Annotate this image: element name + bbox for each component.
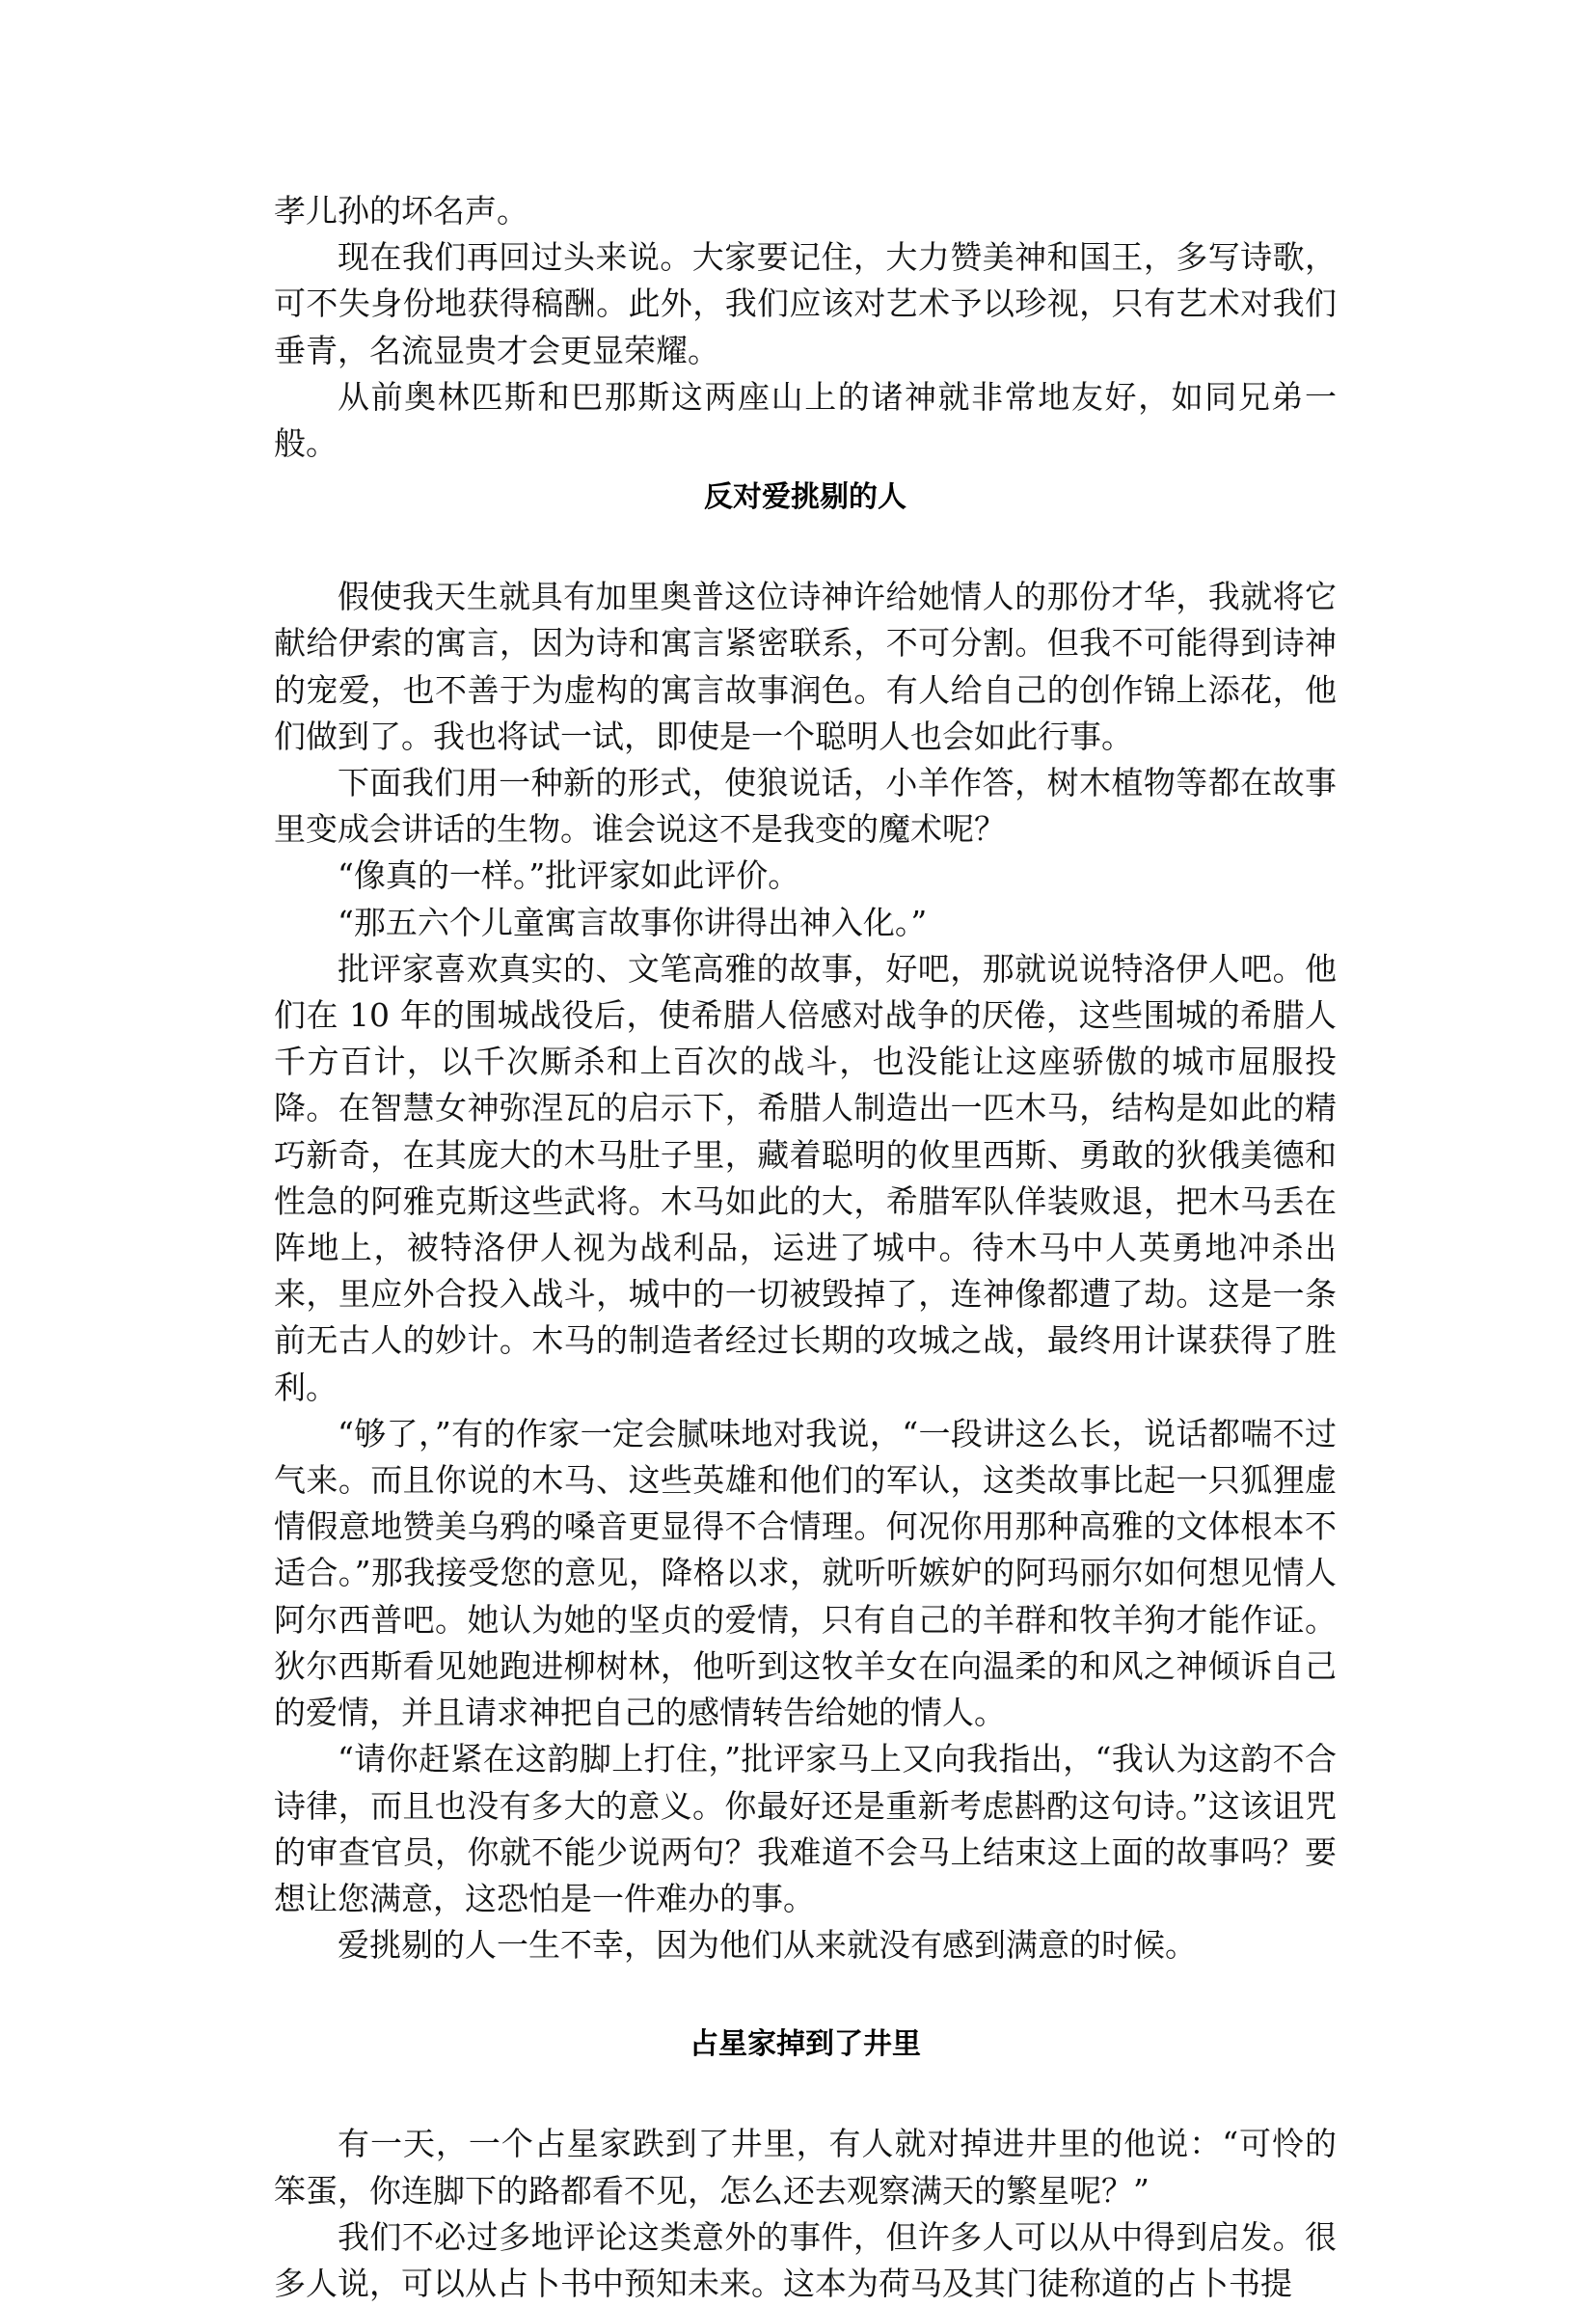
paragraph: 现在我们再回过头来说。大家要记住，大力赞美神和国王，多写诗歌，可不失身份地获得稿酬。此外，我们应该对艺术予以珍视，只有艺术对我们垂青，名流显贵才会更显荣耀。 <box>274 238 1337 369</box>
paragraph: 下面我们用一种新的形式，使狼说话，小羊作答，树木植物等都在故事里变成会讲话的生物。谁会说这不是我变的魔术呢？ <box>274 764 1337 849</box>
paragraph: 孝儿孙的坏名声。 <box>274 192 528 230</box>
paragraph: “那五六个儿童寓言故事你讲得出神入化。” <box>338 903 928 941</box>
paragraph: “像真的一样。”批评家如此评价。 <box>338 856 800 895</box>
paragraph: 有一天，一个占星家跌到了井里，有人就对掉进井里的他说：“可怜的笨蛋，你连脚下的路都看不见，怎么还去观察满天的繁星呢？” <box>274 2125 1337 2210</box>
document-page <box>274 188 1337 2307</box>
section-title: 反对爱挑剔的人 <box>704 480 906 515</box>
paragraph: 我们不必过多地评论这类意外的事件，但许多人可以从中得到启发。很多人说，可以从占卜书中预知未来。这本为荷马及其门徒称道的占卜书提 <box>274 2217 1337 2302</box>
paragraph: 假使我天生就具有加里奥普这位诗神许给她情人的那份才华，我就将它献给伊索的寓言，因为诗和寓言紧密联系，不可分割。但我不可能得到诗神的宠爱，也不善于为虚构的寓言故事润色。有人给自己的创作锦上添花，他们做到了。我也将试一试，即使是一个聪明人也会如此行事。 <box>274 578 1337 755</box>
section-title: 占星家掉到了井里 <box>690 2027 921 2062</box>
paragraph: 批评家喜欢真实的、文笔高雅的故事，好吧，那就说说特洛伊人吧。他们在 10 年的围城战役后，使希腊人倍感对战争的厌倦，这些围城的希腊人千方百计，以千次厮杀和上百次的战斗，也没能让这座骄傲的城市屈服投降。在智慧女神弥涅瓦的启示下，希腊人制造出一匹木马，结构是如此的精巧新奇，在其庞大的木马肚子里，藏着聪明的攸里西斯、勇敢的狄俄美德和性急的阿雅克斯这些武将。木马如此的大，希腊军队佯装败退，把木马丢在阵地上，被特洛伊人视为战利品，运进了城中。待木马中人英勇地冲杀出来，里应外合投入战斗，城中的一切被毁掉了，连神像都遭了劫。这是一条前无古人的妙计。木马的制造者经过长期的攻城之战，最终用计谋获得了胜利。 <box>274 949 1337 1406</box>
paragraph: 从前奥林匹斯和巴那斯这两座山上的诸神就非常地友好，如同兄弟一般。 <box>274 377 1337 463</box>
paragraph: “够了，”有的作家一定会腻味地对我说，“一段讲这么长，说话都喘不过气来。而且你说的木马、这些英雄和他们的军认，这类故事比起一只狐狸虚情假意地赞美乌鸦的嗓音更显得不合情理。何况你用那种高雅的文体根本不适合。”那我接受您的意见，降格以求，就听听嫉妒的阿玛丽尔如何想见情人阿尔西普吧。她认为她的坚贞的爱情，只有自己的羊群和牧羊狗才能作证。狄尔西斯看见她跑进柳树林，他听到这牧羊女在向温柔的和风之神倾诉自己的爱情，并且请求神把自己的感情转告给她的情人。 <box>274 1414 1337 1732</box>
paragraph: “请你赶紧在这韵脚上打住，”批评家马上又向我指出，“我认为这韵不合诗律，而且也没有多大的意义。你最好还是重新考虑斟酌这句诗。”这该诅咒的审查官员，你就不能少说两句？我难道不会马上结束这上面的故事吗？要想让您满意，这恐怕是一件难办的事。 <box>274 1740 1337 1917</box>
paragraph: 爱挑剔的人一生不幸，因为他们从来就没有感到满意的时候。 <box>338 1926 1197 1965</box>
